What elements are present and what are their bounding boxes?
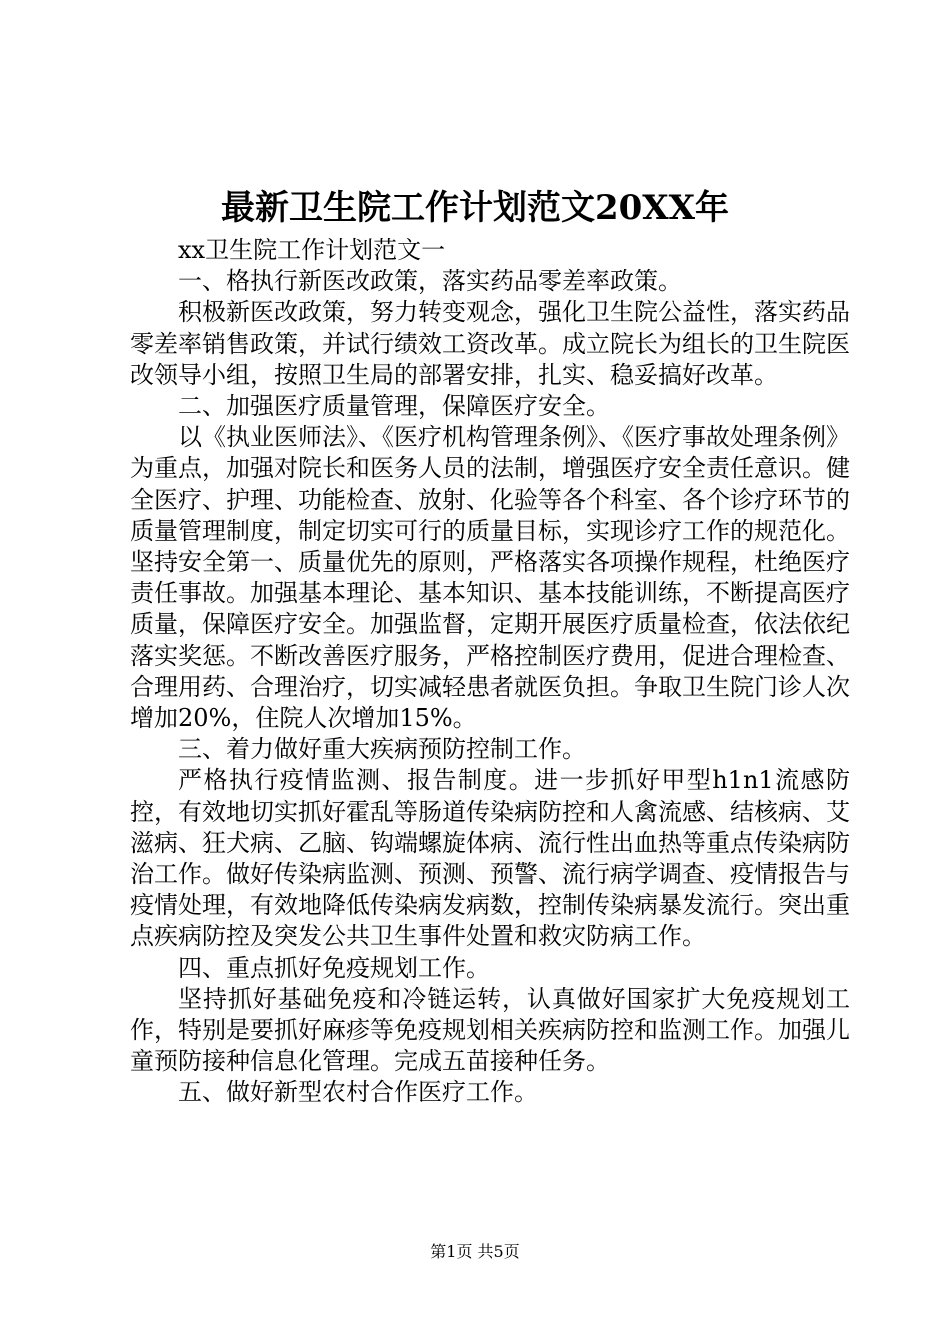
section-heading-1: 一、格执行新医改政策，落实药品零差率政策。 [178, 267, 682, 296]
section-heading-2: 二、加强医疗质量管理，保障医疗安全。 [178, 392, 610, 421]
document-body [130, 235, 850, 1109]
page-number-footer: 第1页 共5页 [430, 1242, 520, 1261]
body-paragraph-2: 以《执业医师法》、《医疗机构管理条例》、《医疗事故处理条例》为重点，加强对院长和医务人员的法制，增强医疗安全责任意识。健全医疗、护理、功能检查、放射、化验等各个科室、各个诊疗环节的质量管理制度，制定切实可行的质量目标，实现诊疗工作的规范化。坚持安全第一、质量优先的原则，严格落实各项操作规程，杜绝医疗责任事故。加强基本理论、基本知识、基本技能训练，不断提高医疗质量，保障医疗安全。加强监督，定期开展医疗质量检查，依法依纪落实奖惩。不断改善医疗服务，严格控制医疗费用，促进合理检查、合理用药、合理治疗，切实减轻患者就医负担。争取卫生院门诊人次增加20%，住院人次增加15%。 [130, 423, 850, 733]
document-title: 最新卫生院工作计划范文20XX年 [220, 188, 730, 228]
body-paragraph-1: 积极新医改政策，努力转变观念，强化卫生院公益性，落实药品零差率销售政策，并试行绩效工资改革。成立院长为组长的卫生院医改领导小组，按照卫生局的部署安排，扎实、稳妥搞好改革。 [130, 298, 850, 389]
subtitle-paragraph: xx卫生院工作计划范文一 [178, 236, 446, 264]
body-paragraph-4: 坚持抓好基础免疫和冷链运转，认真做好国家扩大免疫规划工作，特别是要抓好麻疹等免疫规划相关疾病防控和监测工作。加强儿童预防接种信息化管理。完成五苗接种任务。 [130, 984, 850, 1076]
section-heading-3: 三、着力做好重大疾病预防控制工作。 [178, 735, 586, 764]
section-heading-5: 五、做好新型农村合作医疗工作。 [178, 1078, 538, 1107]
section-heading-4: 四、重点抓好免疫规划工作。 [178, 953, 490, 982]
body-paragraph-3: 严格执行疫情监测、报告制度。进一步抓好甲型h1n1流感防控，有效地切实抓好霍乱等肠道传染病防控和人禽流感、结核病、艾滋病、狂犬病、乙脑、钩端螺旋体病、流行性出血热等重点传染病防治工作。做好传染病监测、预测、预警、流行病学调查、疫情报告与疫情处理，有效地降低传染病发病数，控制传染病暴发流行。突出重点疾病防控及突发公共卫生事件处置和救灾防病工作。 [130, 766, 850, 951]
